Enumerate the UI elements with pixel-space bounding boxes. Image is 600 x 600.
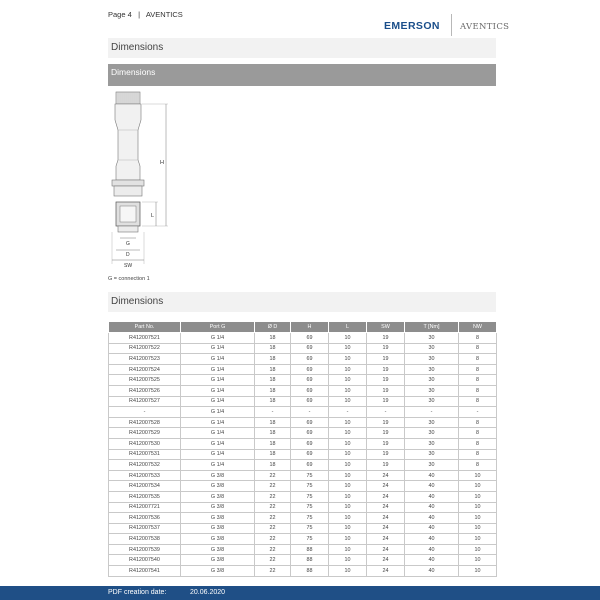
table-cell: 10 xyxy=(329,566,367,577)
table-cell: G 1/4 xyxy=(181,375,255,386)
aventics-logo: AVENTICS xyxy=(460,22,510,32)
table-cell: 69 xyxy=(291,460,329,471)
table-cell: - xyxy=(109,407,181,418)
table-cell: 10 xyxy=(329,502,367,513)
table-cell: 18 xyxy=(255,417,291,428)
table-cell: 24 xyxy=(367,523,405,534)
table-cell: 24 xyxy=(367,534,405,545)
table-cell: G 3/8 xyxy=(181,544,255,555)
column-header: Ø D xyxy=(255,322,291,333)
column-header: T [Nm] xyxy=(405,322,459,333)
table-cell: - xyxy=(329,407,367,418)
table-cell: 30 xyxy=(405,449,459,460)
table-cell: 18 xyxy=(255,354,291,365)
table-row xyxy=(109,407,497,418)
table-cell: 24 xyxy=(367,544,405,555)
table-cell: 19 xyxy=(367,438,405,449)
table-cell: 24 xyxy=(367,555,405,566)
table-cell: G 1/4 xyxy=(181,354,255,365)
column-header: Port G xyxy=(181,322,255,333)
table-cell: 69 xyxy=(291,364,329,375)
table-cell: G 1/4 xyxy=(181,364,255,375)
section-bar-dimensions: Dimensions xyxy=(108,64,496,86)
table-cell: 69 xyxy=(291,449,329,460)
table-cell: R412007539 xyxy=(109,544,181,555)
table-cell: R412007527 xyxy=(109,396,181,407)
table-cell: 10 xyxy=(329,523,367,534)
table-row xyxy=(109,491,497,502)
dim-label-g: G xyxy=(126,241,130,247)
table-cell: 30 xyxy=(405,375,459,386)
table-cell: 8 xyxy=(459,385,497,396)
table-cell: 19 xyxy=(367,385,405,396)
footer-label: PDF creation date: xyxy=(108,589,167,596)
table-cell: 10 xyxy=(329,470,367,481)
table-cell: 30 xyxy=(405,385,459,396)
table-row xyxy=(109,555,497,566)
column-header: NW xyxy=(459,322,497,333)
table-cell: 18 xyxy=(255,333,291,344)
table-cell: R412007540 xyxy=(109,555,181,566)
section-title-dimensions: Dimensions xyxy=(108,38,496,58)
table-cell: 24 xyxy=(367,502,405,513)
table-cell: 10 xyxy=(329,491,367,502)
table-header-row xyxy=(109,322,497,333)
table-cell: 8 xyxy=(459,343,497,354)
table-cell: 10 xyxy=(329,428,367,439)
table-cell: 88 xyxy=(291,544,329,555)
table-cell: 10 xyxy=(329,534,367,545)
table-cell: G 3/8 xyxy=(181,502,255,513)
table-cell: 8 xyxy=(459,449,497,460)
table-cell: G 1/4 xyxy=(181,438,255,449)
table-cell: 30 xyxy=(405,428,459,439)
table-row xyxy=(109,428,497,439)
table-cell: - xyxy=(291,407,329,418)
table-cell: 10 xyxy=(459,470,497,481)
table-cell: R412007523 xyxy=(109,354,181,365)
table-row xyxy=(109,385,497,396)
table-cell: 30 xyxy=(405,354,459,365)
table-cell: R412007538 xyxy=(109,534,181,545)
table-cell: G 1/4 xyxy=(181,449,255,460)
table-cell: G 3/8 xyxy=(181,566,255,577)
section-title-dimensions-table: Dimensions xyxy=(108,292,496,312)
table-cell: 69 xyxy=(291,417,329,428)
table-cell: 8 xyxy=(459,428,497,439)
table-cell: R412007537 xyxy=(109,523,181,534)
table-cell: 18 xyxy=(255,438,291,449)
table-cell: 19 xyxy=(367,449,405,460)
table-cell: 69 xyxy=(291,343,329,354)
table-cell: 40 xyxy=(405,566,459,577)
table-cell: 10 xyxy=(329,513,367,524)
column-header: L xyxy=(329,322,367,333)
table-cell: 22 xyxy=(255,555,291,566)
table-cell: R412007535 xyxy=(109,491,181,502)
table-cell: 88 xyxy=(291,566,329,577)
table-cell: 10 xyxy=(329,449,367,460)
table-cell: 8 xyxy=(459,396,497,407)
table-row xyxy=(109,566,497,577)
table-cell: 30 xyxy=(405,460,459,471)
dim-label-sw: SW xyxy=(124,263,133,269)
page-number: 4 xyxy=(127,10,132,19)
table-row xyxy=(109,333,497,344)
table-cell: 22 xyxy=(255,513,291,524)
table-cell: 75 xyxy=(291,470,329,481)
table-cell: 19 xyxy=(367,417,405,428)
table-row xyxy=(109,364,497,375)
table-cell: 19 xyxy=(367,343,405,354)
table-cell: 19 xyxy=(367,354,405,365)
table-cell: 8 xyxy=(459,460,497,471)
table-row xyxy=(109,343,497,354)
table-cell: 30 xyxy=(405,343,459,354)
dimensions-table xyxy=(108,321,497,577)
table-cell: 10 xyxy=(459,502,497,513)
table-cell: R412007526 xyxy=(109,385,181,396)
table-cell: G 1/4 xyxy=(181,333,255,344)
table-cell: 75 xyxy=(291,523,329,534)
table-cell: 30 xyxy=(405,396,459,407)
table-cell: 22 xyxy=(255,491,291,502)
table-cell: 69 xyxy=(291,333,329,344)
table-cell: 10 xyxy=(459,555,497,566)
table-cell: G 3/8 xyxy=(181,481,255,492)
table-cell: 24 xyxy=(367,470,405,481)
table-row xyxy=(109,438,497,449)
table-cell: 10 xyxy=(329,417,367,428)
table-cell: G 3/8 xyxy=(181,513,255,524)
emerson-logo: EMERSON xyxy=(384,20,440,32)
header-separator: | xyxy=(138,10,141,19)
table-cell: 10 xyxy=(329,555,367,566)
table-row xyxy=(109,449,497,460)
table-cell: 24 xyxy=(367,513,405,524)
table-cell: 69 xyxy=(291,354,329,365)
table-cell: - xyxy=(405,407,459,418)
table-cell: 40 xyxy=(405,513,459,524)
table-cell: 40 xyxy=(405,470,459,481)
table-row xyxy=(109,354,497,365)
table-cell: 19 xyxy=(367,333,405,344)
table-row xyxy=(109,470,497,481)
table-cell: G 3/8 xyxy=(181,491,255,502)
table-cell: 10 xyxy=(329,396,367,407)
table-cell: R412007522 xyxy=(109,343,181,354)
table-cell: 19 xyxy=(367,460,405,471)
table-cell: 30 xyxy=(405,417,459,428)
table-row xyxy=(109,523,497,534)
table-cell: 8 xyxy=(459,417,497,428)
table-cell: 10 xyxy=(329,438,367,449)
table-cell: R412007530 xyxy=(109,438,181,449)
table-cell: 22 xyxy=(255,534,291,545)
table-cell: 18 xyxy=(255,460,291,471)
table-cell: 75 xyxy=(291,534,329,545)
table-cell: 18 xyxy=(255,364,291,375)
table-cell: R412007541 xyxy=(109,566,181,577)
table-body xyxy=(109,333,497,577)
table-cell: 18 xyxy=(255,428,291,439)
table-cell: 88 xyxy=(291,555,329,566)
table-cell: G 1/4 xyxy=(181,343,255,354)
table-cell: 40 xyxy=(405,491,459,502)
table-cell: 10 xyxy=(329,385,367,396)
table-row xyxy=(109,481,497,492)
table-cell: 10 xyxy=(459,544,497,555)
table-cell: 10 xyxy=(329,460,367,471)
table-cell: 24 xyxy=(367,491,405,502)
table-cell: G 1/4 xyxy=(181,385,255,396)
table-cell: R412007529 xyxy=(109,428,181,439)
table-cell: 8 xyxy=(459,375,497,386)
table-cell: 19 xyxy=(367,396,405,407)
footer-date: 20.06.2020 xyxy=(190,589,226,596)
table-cell: G 3/8 xyxy=(181,523,255,534)
table-cell: 10 xyxy=(459,534,497,545)
dim-label-d: D xyxy=(126,252,130,258)
table-row xyxy=(109,513,497,524)
table-cell: 10 xyxy=(329,544,367,555)
table-row xyxy=(109,544,497,555)
drawing-caption: G = connection 1 xyxy=(108,276,150,282)
table-cell: 40 xyxy=(405,502,459,513)
table-cell: 22 xyxy=(255,566,291,577)
table-cell: R412007521 xyxy=(109,333,181,344)
table-cell: 24 xyxy=(367,566,405,577)
table-cell: 40 xyxy=(405,523,459,534)
table-cell: 10 xyxy=(459,491,497,502)
table-cell: R412007533 xyxy=(109,470,181,481)
table-cell: 30 xyxy=(405,333,459,344)
page-label: Page xyxy=(108,10,126,19)
table-cell: 22 xyxy=(255,523,291,534)
fitting-drawing xyxy=(108,90,180,272)
table-cell: R412007532 xyxy=(109,460,181,471)
table-cell: 30 xyxy=(405,364,459,375)
table-cell: 30 xyxy=(405,438,459,449)
table-cell: 18 xyxy=(255,449,291,460)
table-cell: G 1/4 xyxy=(181,407,255,418)
table-cell: R412007531 xyxy=(109,449,181,460)
table-cell: - xyxy=(459,407,497,418)
table-cell: 18 xyxy=(255,385,291,396)
table-cell: 10 xyxy=(459,523,497,534)
table-cell: G 3/8 xyxy=(181,470,255,481)
table-cell: G 1/4 xyxy=(181,428,255,439)
table-cell: G 1/4 xyxy=(181,396,255,407)
table-row xyxy=(109,534,497,545)
table-cell: 10 xyxy=(329,343,367,354)
table-cell: 75 xyxy=(291,513,329,524)
table-cell: 10 xyxy=(459,566,497,577)
table-cell: 69 xyxy=(291,396,329,407)
table-cell: R412007524 xyxy=(109,364,181,375)
table-row xyxy=(109,502,497,513)
table-cell: G 1/4 xyxy=(181,417,255,428)
page-header xyxy=(108,10,183,19)
table-cell: 19 xyxy=(367,428,405,439)
table-cell: 10 xyxy=(329,375,367,386)
table-cell: 75 xyxy=(291,491,329,502)
table-cell: 40 xyxy=(405,534,459,545)
table-row xyxy=(109,396,497,407)
column-header: SW xyxy=(367,322,405,333)
table-cell: 75 xyxy=(291,502,329,513)
table-cell: R412007534 xyxy=(109,481,181,492)
table-cell: 22 xyxy=(255,544,291,555)
table-cell: R412007528 xyxy=(109,417,181,428)
table-cell: 18 xyxy=(255,396,291,407)
table-cell: 19 xyxy=(367,375,405,386)
table-cell: 18 xyxy=(255,343,291,354)
table-cell: R412007525 xyxy=(109,375,181,386)
table-cell: 69 xyxy=(291,375,329,386)
column-header: Part No. xyxy=(109,322,181,333)
table-cell: 8 xyxy=(459,364,497,375)
table-row xyxy=(109,460,497,471)
table-cell: 40 xyxy=(405,544,459,555)
table-cell: G 1/4 xyxy=(181,460,255,471)
table-cell: 19 xyxy=(367,364,405,375)
table-cell: 10 xyxy=(329,354,367,365)
column-header: H xyxy=(291,322,329,333)
table-cell: 10 xyxy=(329,481,367,492)
table-cell: 8 xyxy=(459,333,497,344)
table-cell: 40 xyxy=(405,481,459,492)
header-brand: AVENTICS xyxy=(145,10,183,19)
footer-bar xyxy=(0,586,600,600)
table-cell: 10 xyxy=(329,333,367,344)
table-cell: R412007721 xyxy=(109,502,181,513)
table-cell: 10 xyxy=(329,364,367,375)
table-cell: 22 xyxy=(255,470,291,481)
table-cell: - xyxy=(255,407,291,418)
table-cell: 69 xyxy=(291,438,329,449)
table-cell: 24 xyxy=(367,481,405,492)
table-cell: 10 xyxy=(459,513,497,524)
table-cell: 69 xyxy=(291,428,329,439)
table-row xyxy=(109,375,497,386)
table-cell: 75 xyxy=(291,481,329,492)
table-cell: G 3/8 xyxy=(181,534,255,545)
dim-label-h: H xyxy=(160,160,164,166)
table-cell: 69 xyxy=(291,385,329,396)
table-cell: 10 xyxy=(459,481,497,492)
table-cell: - xyxy=(367,407,405,418)
dim-label-l: L xyxy=(151,213,155,219)
table-row xyxy=(109,417,497,428)
table-cell: 18 xyxy=(255,375,291,386)
table-cell: 8 xyxy=(459,354,497,365)
logo-divider xyxy=(451,14,452,36)
table-cell: 22 xyxy=(255,502,291,513)
table-cell: 8 xyxy=(459,438,497,449)
table-cell: R412007536 xyxy=(109,513,181,524)
table-cell: 22 xyxy=(255,481,291,492)
table-cell: 40 xyxy=(405,555,459,566)
table-cell: G 3/8 xyxy=(181,555,255,566)
